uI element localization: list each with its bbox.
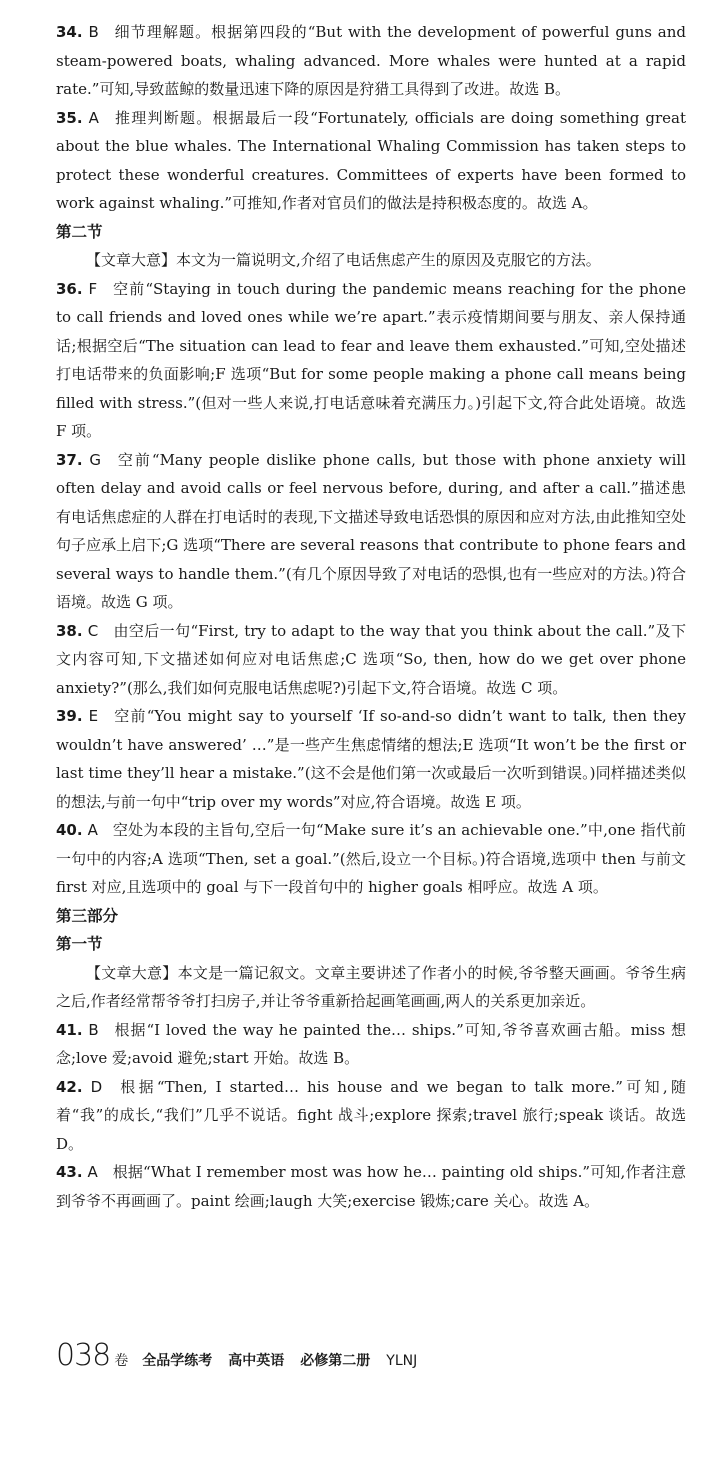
question-number: 37.	[56, 450, 83, 469]
answer-explanation: 空前“Many people dislike phone calls, but those with phone anxiety will often delay and avoid calls or feel nervous before, during, and after a call.”描述患有电话焦虑症的人群在打电话时的表现,下文描述导致电话恐惧的原因和应对方法,由此推知空处句子应承上启下;G 选项“There are several reasons that contribute to phone fears and several ways to handle them.”(有几个原因导致了对电话的恐惧,也有一些应对的方法。)符合语境。故选 G 项。	[56, 450, 686, 611]
answer-explanation: 根据“What I remember most was how he… painting old ships.”可知,作者注意到爷爷不再画画了。paint 绘画;laugh 大笑;exercise 锻炼;care 关心。故选 A。	[56, 1163, 686, 1210]
answer-letter: C	[87, 621, 99, 640]
answer-letter: A	[88, 108, 99, 127]
answer-letter: B	[88, 1020, 99, 1039]
article-summary: 【文章大意】本文为一篇说明文,介绍了电话焦虑产生的原因及克服它的方法。	[86, 251, 601, 269]
section-heading-2: 第二节	[56, 222, 103, 241]
page-footer	[56, 1338, 433, 1373]
answer-letter: F	[88, 279, 98, 298]
article-summary: 【文章大意】本文是一篇记叙文。文章主要讲述了作者小的时候,爷爷整天画画。爷爷生病之后,作者经常帮爷爷打扫房子,并让爷爷重新拾起画笔画画,两人的关系更加亲近。	[56, 963, 686, 1010]
answer-explanation: 根据“I loved the way he painted the… ships.”可知,爷爷喜欢画古船。miss 想念;love 爱;avoid 避免;start 开始。故选 B。	[56, 1020, 686, 1067]
subject-title: 高中英语	[228, 1353, 285, 1369]
answer-37	[56, 446, 686, 617]
page-number: 038	[56, 1338, 111, 1373]
answer-43	[56, 1158, 686, 1215]
question-number: 42.	[56, 1077, 83, 1096]
answer-42	[56, 1073, 686, 1159]
answer-explanation: 推理判断题。根据最后一段“Fortunately, officials are doing something great about the blue whales. The International Whaling Commission has taken steps to protect these wonderful creatures. Committees of experts have been formed to work against whaling.”可推知,作者对官员们的做法是持积极态度的。故选 A。	[56, 108, 686, 212]
answer-letter: D	[90, 1077, 103, 1096]
question-number: 34.	[56, 23, 83, 41]
question-number: 43.	[56, 1163, 83, 1181]
question-number: 40.	[56, 821, 83, 839]
answers-group-c	[56, 1016, 686, 1216]
answer-letter: B	[88, 23, 99, 41]
question-number: 41.	[56, 1020, 83, 1039]
series-title: 全品学练考	[142, 1353, 213, 1369]
answers-group-b	[56, 275, 686, 902]
section-heading-1: 第一节	[56, 935, 103, 953]
edition-code: YLNJ	[386, 1353, 418, 1369]
answer-explanation: 空前“You might say to yourself ‘If so-and-so didn’t want to talk, then they wouldn’t have answered’ …”是一些产生焦虑情绪的想法;E 选项“It won’t be the first or last time they’ll hear a mistake.”(这不会是他们第一次或最后一次听到错误。)同样描述类似的想法,与前一句中“trip over my words”对应,符合语境。故选 E 项。	[56, 707, 686, 811]
answer-explanation: 空前“Staying in touch during the pandemic means reaching for the phone to call friends and loved ones while we’re apart.”表示疫情期间要与朋友、亲人保持通话;根据空后“The situation can lead to fear and leave them exhausted.”可知,空处描述打电话带来的负面影响;F 选项“But for some people making a phone call means being filled with stress.”(但对一些人来说,打电话意味着充满压力。)引起下文,符合此处语境。故选 F 项。	[56, 279, 686, 440]
answer-38	[56, 617, 686, 703]
answer-explanation: 由空后一句“First, try to adapt to the way that you think about the call.”及下文内容可知,下文描述如何应对电话焦虑;C 选项“So, then, how do we get over phone anxiety?”(那么,我们如何克服电话焦虑呢?)引起下文,符合语境。故选 C 项。	[56, 621, 686, 697]
question-number: 39.	[56, 707, 83, 725]
answer-40	[56, 816, 686, 902]
answer-41	[56, 1016, 686, 1073]
question-number: 36.	[56, 279, 83, 298]
answer-36	[56, 275, 686, 446]
volume-label: 卷	[114, 1353, 129, 1369]
answer-34	[56, 18, 686, 104]
answer-explanation: 细节理解题。根据第四段的“But with the development of powerful guns and steam-powered boats, whaling advanced. More whales were hunted at a rapid rate.”可知,导致蓝鲸的数量迅速下降的原因是狩猎工具得到了改进。故选 B。	[56, 23, 686, 98]
answer-explanation: 空处为本段的主旨句,空后一句“Make sure it’s an achievable one.”中,one 指代前一句中的内容;A 选项“Then, set a goal.”(然后,设立一个目标。)符合语境,选项中 then 与前文 first 对应,且选项中的 goal 与下一段首句中的 higher goals 相呼应。故选 A 项。	[56, 821, 686, 896]
question-number: 35.	[56, 108, 83, 127]
answer-letter: A	[87, 821, 98, 839]
question-number: 38.	[56, 621, 83, 640]
answer-35	[56, 104, 686, 218]
answer-letter: A	[87, 1163, 98, 1181]
answer-letter: E	[88, 707, 99, 725]
book-title: 必修第二册	[300, 1353, 371, 1369]
part-heading-3: 第三部分	[56, 906, 119, 925]
answer-letter: G	[89, 450, 102, 469]
answer-explanation: 根据“Then, I started… his house and we began to talk more.”可知,随着“我”的成长,“我们”几乎不说话。fight 战斗;explore 探索;travel 旅行;speak 谈话。故选 D。	[56, 1077, 686, 1153]
answer-content	[56, 18, 686, 1215]
answers-group-a	[56, 18, 686, 218]
answer-39	[56, 702, 686, 816]
